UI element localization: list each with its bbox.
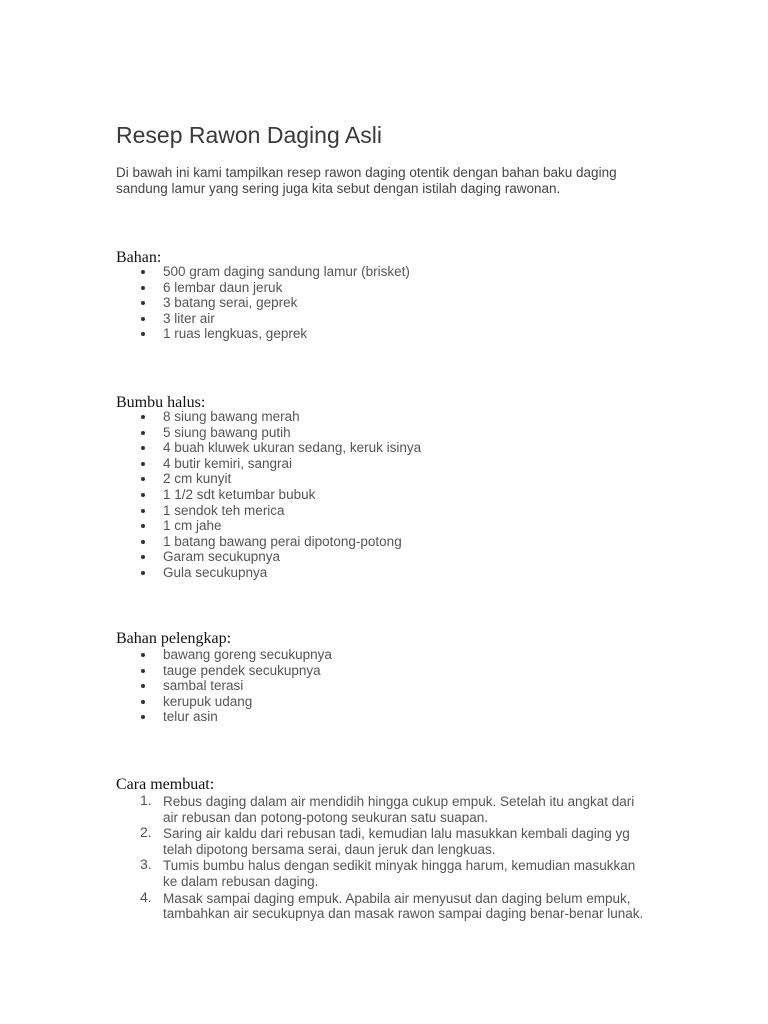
list-item: 6 lembar daun jeruk xyxy=(116,280,410,296)
list-item: 3 batang serai, geprek xyxy=(116,295,410,311)
step-text: Saring air kaldu dari rebusan tadi, kemudian lalu masukkan kembali daging yg telah dipotong bersama serai, daun jeruk dan lengkuas. xyxy=(163,826,630,857)
list-item: kerupuk udang xyxy=(116,694,332,710)
step-number: 2. xyxy=(140,824,152,841)
list-item: 1 1/2 sdt ketumbar bubuk xyxy=(116,487,421,503)
page-title: Resep Rawon Daging Asli xyxy=(116,122,382,148)
bumbu-halus-list xyxy=(116,409,421,581)
list-item: Garam secukupnya xyxy=(116,549,421,565)
step-number: 3. xyxy=(140,856,152,873)
bumbu-halus-heading: Bumbu halus: xyxy=(116,394,206,411)
step-text: Rebus daging dalam air mendidih hingga cukup empuk. Setelah itu angkat dari air rebusan dan potong-potong seukuran satu suapan. xyxy=(163,794,635,825)
list-item: 8 siung bawang merah xyxy=(116,409,421,425)
bahan-heading: Bahan: xyxy=(116,249,162,266)
list-item: 4 buah kluwek ukuran sedang, keruk isinya xyxy=(116,440,421,456)
step-text: Masak sampai daging empuk. Apabila air menyusut dan daging belum empuk, tambahkan air secukupnya dan masak rawon sampai daging benar-benar lunak. xyxy=(163,890,644,922)
bahan-list xyxy=(116,264,410,342)
step-number: 1. xyxy=(140,792,152,808)
step-item xyxy=(116,858,646,889)
step-item xyxy=(116,794,646,825)
list-item: 500 gram daging sandung lamur (brisket) xyxy=(116,264,410,280)
cara-membuat-list xyxy=(116,794,646,923)
list-item: tauge pendek secukupnya xyxy=(116,663,332,679)
intro-paragraph: Di bawah ini kami tampilkan resep rawon daging otentik dengan bahan baku daging sandung lamur yang sering juga kita sebut dengan istilah daging rawonan. xyxy=(116,165,617,196)
cara-membuat-heading: Cara membuat: xyxy=(116,776,215,793)
list-item: 1 sendok teh merica xyxy=(116,503,421,519)
list-item: sambal terasi xyxy=(116,678,332,694)
list-item: 1 cm jahe xyxy=(116,518,421,534)
list-item: 1 batang bawang perai dipotong-potong xyxy=(116,534,421,550)
step-item xyxy=(116,888,646,922)
list-item: 2 cm kunyit xyxy=(116,471,421,487)
bahan-pelengkap-list xyxy=(116,647,332,725)
bahan-pelengkap-heading: Bahan pelengkap: xyxy=(116,630,232,647)
list-item: 4 butir kemiri, sangrai xyxy=(116,456,421,472)
list-item: 5 siung bawang putih xyxy=(116,425,421,441)
list-item: 1 ruas lengkuas, geprek xyxy=(116,326,410,342)
list-item: 3 liter air xyxy=(116,311,410,327)
step-text: Tumis bumbu halus dengan sedikit minyak hingga harum, kemudian masukkan ke dalam rebusan daging. xyxy=(163,858,636,889)
list-item: bawang goreng secukupnya xyxy=(116,647,332,663)
list-item: telur asin xyxy=(116,709,332,725)
step-number: 4. xyxy=(140,888,152,905)
list-item: Gula secukupnya xyxy=(116,565,421,581)
step-item xyxy=(116,826,646,857)
